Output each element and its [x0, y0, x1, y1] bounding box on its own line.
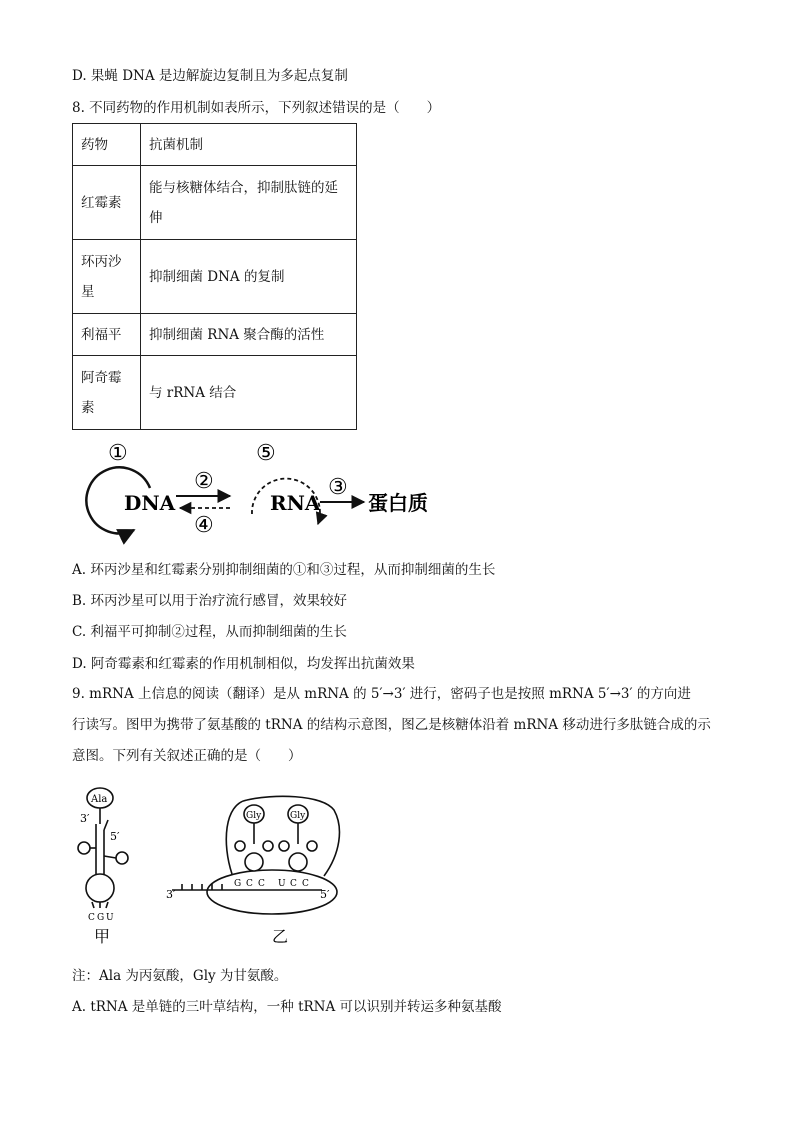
codon-base: C	[246, 879, 253, 889]
table-row	[73, 314, 357, 356]
yi-5prime: 5′	[320, 888, 330, 901]
drug-name: 红霉素	[73, 166, 141, 240]
option-b[interactable]: B. 环丙沙星可以用于治疗流行感冒，效果较好	[72, 593, 348, 609]
codon-base: C	[302, 879, 309, 889]
yi-label: 乙	[272, 927, 289, 946]
anticodon-base: C	[88, 913, 95, 923]
circled-3: ③	[328, 475, 348, 500]
jia-label: 甲	[94, 927, 111, 946]
anticodon-base: U	[106, 913, 114, 923]
circled-4: ④	[194, 513, 214, 538]
anticodon-base: G	[97, 913, 105, 923]
table-header-row	[73, 124, 357, 166]
gly-label: Gly	[290, 811, 306, 821]
drug-name: 环丙沙星	[73, 240, 141, 314]
table-row	[73, 240, 357, 314]
option-a[interactable]: A. 环丙沙星和红霉素分别抑制细菌的①和③过程，从而抑制细菌的生长	[72, 562, 496, 578]
circled-5: ⑤	[256, 441, 276, 466]
drug-mechanism: 能与核糖体结合，抑制肽链的延伸	[141, 166, 357, 240]
question-9-stem-line-2: 行读写。图甲为携带了氨基酸的 tRNA 的结构示意图，图乙是核糖体沿着 mRNA 移动进行多肽链合成的示	[72, 717, 711, 733]
circled-1: ①	[108, 441, 128, 466]
drug-mechanism: 抑制细菌 RNA 聚合酶的活性	[141, 314, 357, 356]
drug-mechanism: 与 rRNA 结合	[141, 356, 357, 430]
yi-3prime: 3′	[166, 888, 176, 901]
drug-name: 利福平	[73, 314, 141, 356]
previous-option-d: D. 果蝇 DNA 是边解旋边复制且为多起点复制	[72, 68, 348, 84]
trna-ribosome-figure	[72, 784, 372, 954]
central-dogma-diagram	[72, 436, 442, 546]
option-d[interactable]: D. 阿奇霉素和红霉素的作用机制相似，均发挥出抗菌效果	[72, 656, 415, 672]
table-row	[73, 166, 357, 240]
protein-label: 蛋白质	[368, 491, 428, 515]
dna-label: DNA	[124, 491, 176, 515]
codon-base: C	[290, 879, 297, 889]
gly-label: Gly	[246, 811, 262, 821]
codon-base: U	[278, 879, 286, 889]
table-row	[73, 356, 357, 430]
question-8-stem: 8. 不同药物的作用机制如表所示，下列叙述错误的是（ ）	[72, 100, 441, 116]
header-mechanism: 抗菌机制	[141, 124, 357, 166]
circled-2: ②	[194, 469, 214, 494]
header-drug: 药物	[73, 124, 141, 166]
drug-mechanism-table	[72, 123, 357, 430]
codon-base: G	[234, 879, 242, 889]
drug-name: 阿奇霉素	[73, 356, 141, 430]
drug-mechanism: 抑制细菌 DNA 的复制	[141, 240, 357, 314]
question-9-stem-line-1: 9. mRNA 上信息的阅读（翻译）是从 mRNA 的 5′→3′ 进行，密码子也是按照 mRNA 5′→3′ 的方向进	[72, 686, 691, 702]
jia-3prime: 3′	[80, 812, 90, 825]
codon-base: C	[258, 879, 265, 889]
ala-label: Ala	[91, 794, 108, 805]
question-9-stem-line-3: 意图。下列有关叙述正确的是（ ）	[72, 748, 302, 764]
question-9-option-a[interactable]: A. tRNA 是单链的三叶草结构，一种 tRNA 可以识别并转运多种氨基酸	[72, 999, 502, 1015]
question-9-note: 注：Ala 为丙氨酸，Gly 为甘氨酸。	[72, 968, 288, 984]
jia-5prime: 5′	[110, 830, 120, 843]
rna-label: RNA	[270, 491, 321, 515]
trna-jia	[78, 788, 128, 908]
option-c[interactable]: C. 利福平可抑制②过程，从而抑制细菌的生长	[72, 624, 347, 640]
